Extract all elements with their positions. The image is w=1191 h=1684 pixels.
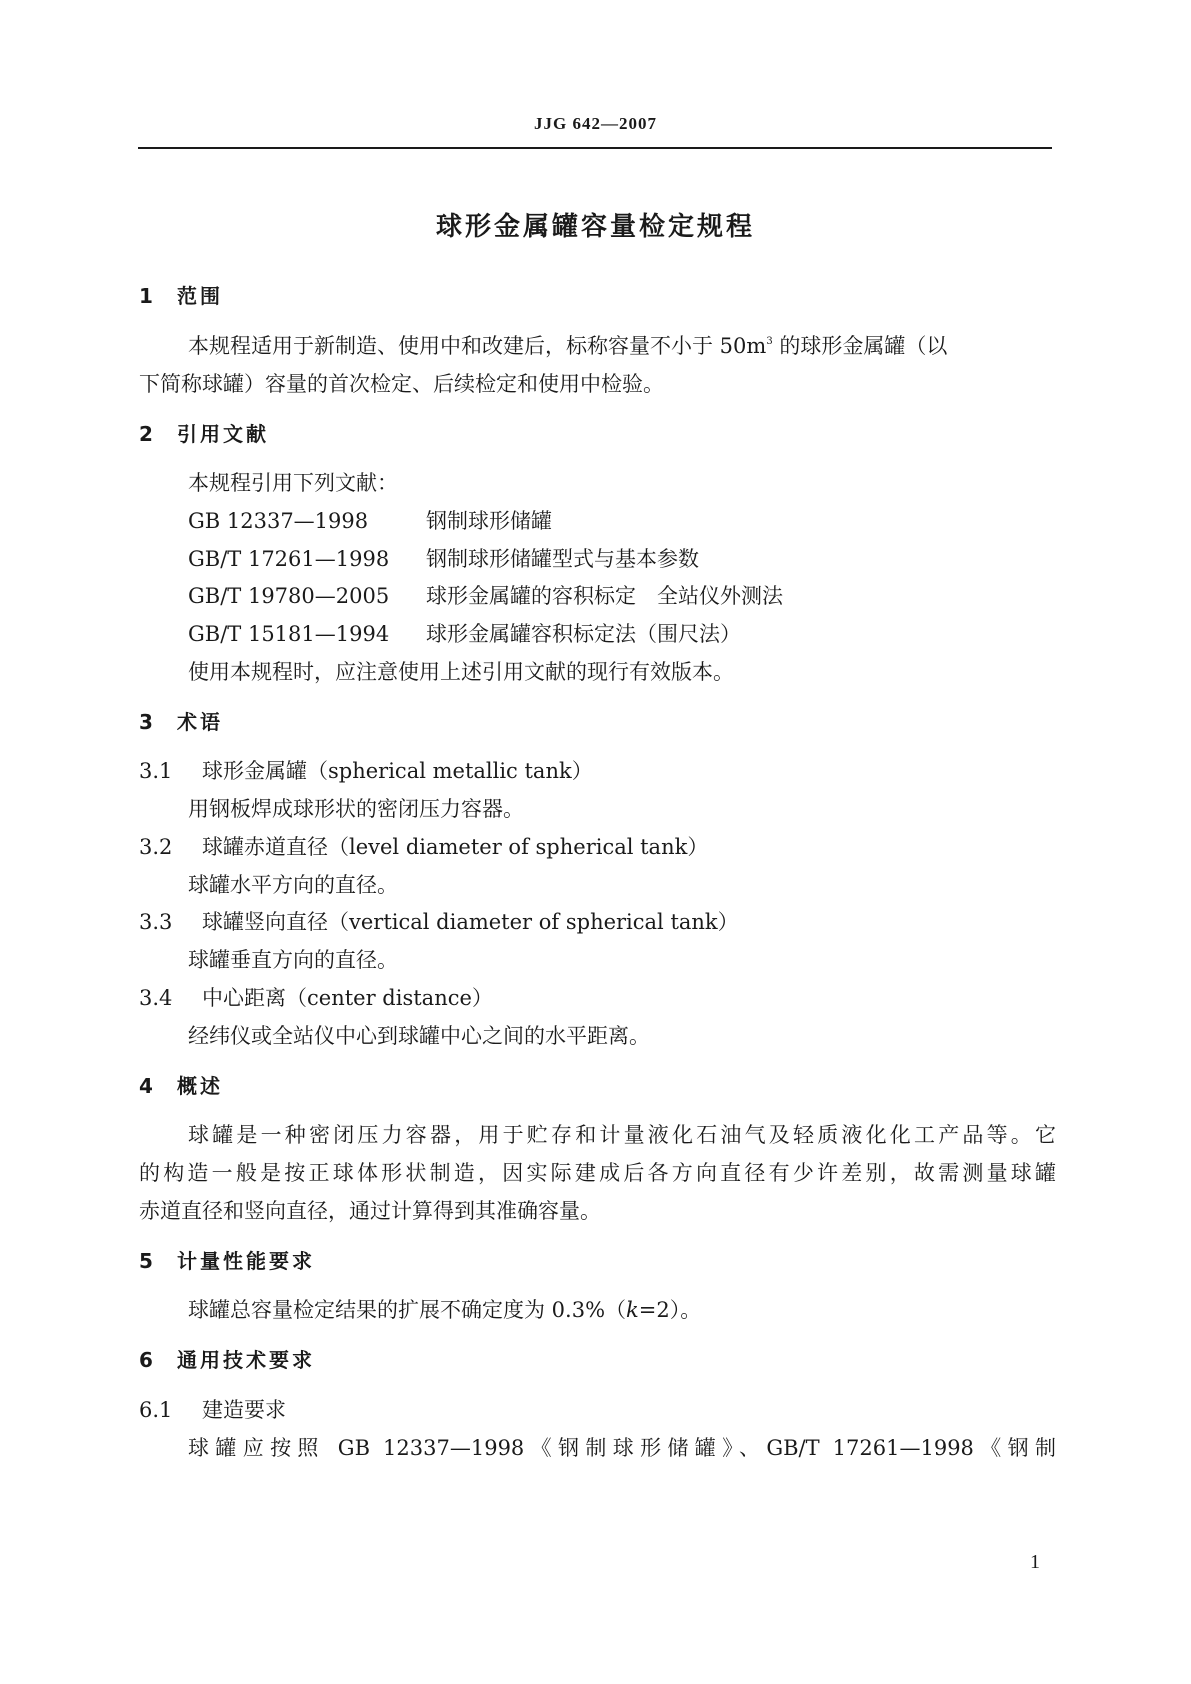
reference-item: GB/T 15181—1994 球形金属罐容积标定法（围尺法） (188, 622, 741, 646)
uncertainty-statement: 球罐总容量检定结果的扩展不确定度为 0.3%（k=2）。 (188, 1298, 702, 1322)
subsection-6-1-heading: 6.1 建造要求 (139, 1398, 286, 1422)
subsection-6-1-line-1: 球罐应按照 GB 12337—1998《钢制球形储罐》、GB/T 17261—1998《钢制 (188, 1436, 1056, 1460)
section-4-heading (139, 1071, 223, 1101)
section-2-heading (139, 419, 269, 449)
document-title: 球形金属罐容量检定规程 (435, 212, 755, 242)
section-title: 术语 (177, 710, 223, 734)
coverage-factor: k (626, 1298, 639, 1322)
reference-item: GB/T 19780—2005 球形金属罐的容积标定 全站仪外测法 (188, 584, 783, 608)
reference-item: GB/T 17261—1998 钢制球形储罐型式与基本参数 (188, 547, 699, 571)
term-3-1: 3.1 球形金属罐（spherical metallic tank） (139, 759, 593, 783)
section-number: 3 (139, 710, 153, 734)
section-3-heading (139, 707, 223, 737)
term-3-3: 3.3 球罐竖向直径（vertical diameter of spherical tank） (139, 910, 739, 934)
section-title: 计量性能要求 (177, 1249, 315, 1273)
standard-code: JJG 642—2007 (534, 114, 657, 133)
header-rule (138, 147, 1052, 149)
superscript: 3 (766, 336, 773, 347)
term-3-4-definition: 经纬仪或全站仪中心到球罐中心之间的水平距离。 (188, 1024, 650, 1048)
section-title: 范围 (177, 284, 223, 308)
section-5-heading (139, 1246, 315, 1276)
section-title: 引用文献 (177, 422, 269, 446)
section-4-line-3: 赤道直径和竖向直径，通过计算得到其准确容量。 (139, 1199, 601, 1223)
section-1-heading (139, 281, 223, 311)
section-title: 概述 (177, 1074, 223, 1098)
section-number: 4 (139, 1074, 153, 1098)
section-6-heading (139, 1345, 315, 1375)
page-number: 1 (1030, 1551, 1040, 1573)
term-3-1-definition: 用钢板焊成球形状的密闭压力容器。 (188, 797, 524, 821)
section-number: 2 (139, 422, 153, 446)
section-4-line-2: 的构造一般是按正球体形状制造，因实际建成后各方向直径有少许差别，故需测量球罐 (139, 1161, 1056, 1185)
references-note: 使用本规程时，应注意使用上述引用文献的现行有效版本。 (188, 660, 734, 684)
term-3-2: 3.2 球罐赤道直径（level diameter of spherical tank） (139, 835, 709, 859)
section-title: 通用技术要求 (177, 1348, 315, 1372)
reference-item: GB 12337—1998 钢制球形储罐 (188, 509, 552, 533)
section-number: 6 (139, 1348, 153, 1372)
section-1-paragraph-line-2: 下简称球罐）容量的首次检定、后续检定和使用中检验。 (139, 372, 664, 396)
term-3-2-definition: 球罐水平方向的直径。 (188, 873, 398, 897)
term-3-4: 3.4 中心距离（center distance） (139, 986, 493, 1010)
term-3-3-definition: 球罐垂直方向的直径。 (188, 948, 398, 972)
section-4-line-1: 球罐是一种密闭压力容器，用于贮存和计量液化石油气及轻质液化化工产品等。它 (188, 1123, 1056, 1147)
section-number: 5 (139, 1249, 153, 1273)
section-1-paragraph-line-1: 本规程适用于新制造、使用中和改建后，标称容量不小于 $50m^3$ 的球形金属罐（以 (188, 334, 948, 358)
section-number: 1 (139, 284, 153, 308)
references-intro: 本规程引用下列文献： (188, 471, 398, 495)
